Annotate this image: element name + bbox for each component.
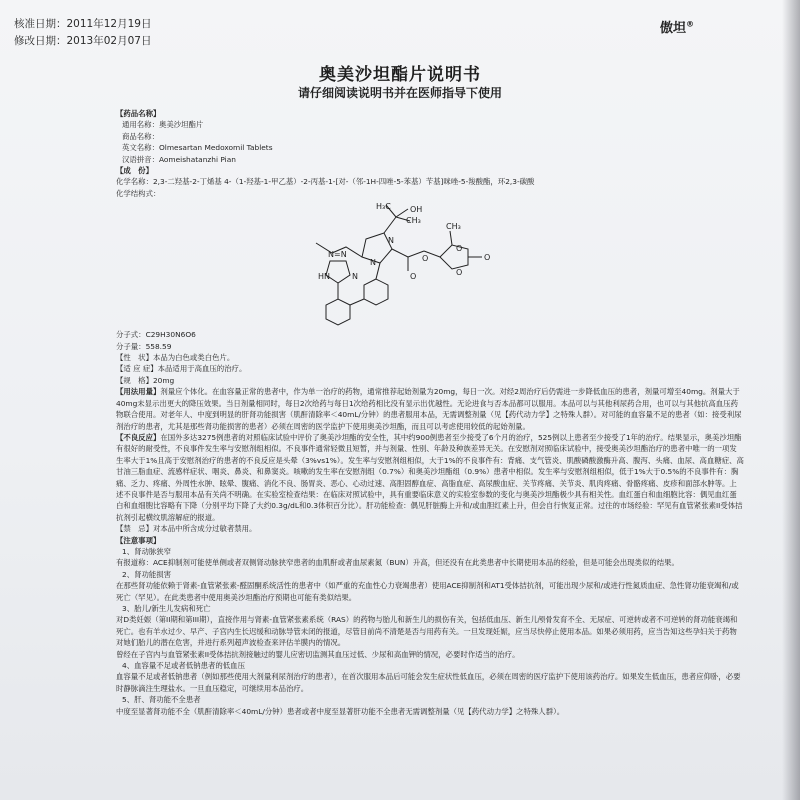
svg-text:HN: HN xyxy=(318,272,330,282)
svg-text:O: O xyxy=(410,272,417,282)
registered-mark: ® xyxy=(686,19,695,29)
dosage-head: 【用法用量】 xyxy=(116,387,161,397)
svg-text:N: N xyxy=(388,236,394,246)
section-precautions: 【注意事项】 xyxy=(116,535,161,545)
precaution-3-head: 3、胎儿/新生儿发病和死亡 xyxy=(122,604,211,613)
svg-text:N: N xyxy=(370,258,376,268)
page-title: 奥美沙坦酯片说明书 xyxy=(319,65,481,85)
dosage-text: 剂量应个体化。在血容量正常的患者中，作为单一治疗的药物，通常推荐起始剂量为20mg，每日一次。对经2周治疗后仍需进一步降低血压的患者，剂量可增至40mg。剂量大于40mg未显示出更大的降压效果。当日剂量相同时，每日2次给药与每日1次给药相比没有显示出优越性。无论进食与否本品都可以服用。本品可以与其他利尿药合用，也可以与其他抗高血压药物联合使用。对老年人、中度到明显的肝肾功能损害（肌酐清除率＜40mL/分钟）的患者服用本品，无需调整剂量（见【药代动力学】之特殊人群）。对可能的血容量不足的患者（如：接受利尿剂治疗的患者，尤其是那些肾功能损害的患者）必须在周密的医学监护下使用奥美沙坦酯，而且可以考虑使用较低的起始剂量。 xyxy=(116,387,742,431)
section-appearance: 【性 状】本品为白色或类白色片。 xyxy=(116,353,235,363)
pinyin-name: 汉语拼音：Aomeishatanzhi Pian xyxy=(122,154,236,164)
svg-text:O: O xyxy=(456,244,463,254)
adverse-text: 在国外多达3275例患者的对照临床试验中评价了奥美沙坦酯的安全性，其中约900例患者至少接受了6个月的治疗，525例以上患者至少接受了1年的治疗。结果显示，奥美沙坦酯有很好的耐受性，不良事件发生率与安慰剂组相似。不良事件通常轻微且短暂，并与剂量、性别、年龄及种族差异无关。在安慰剂对照临床试验中，接受奥美沙坦酯治疗的患者中唯一的一项发生率大于1%且高于安慰剂治疗的患者的不良反应是头晕（3%vs1%）。发生率与安慰剂组相似，大于1%的不良事件有：背痛、支气管炎、肌酸磷酸激酶升高、腹泻、头痛、血尿、高血糖症、高甘油三脂血症、流感样症状、咽炎、鼻炎、和鼻窦炎。咳嗽的发生率在安慰剂组（0.7%）和奥美沙坦酯组（0.9%）患者中相似。发生率与安慰剂组相似，低于1%大于0.5%的不良事件有：胸痛、乏力、疼痛、外周性水肿、眩晕、腹痛、消化不良、肠胃炎、恶心、心动过速、高胆固醇血症、高脂血症、高尿酸血症、关节疼痛、关节炎、肌肉疼痛、骨骼疼痛、皮疹和面部水肿等。上述不良事件是否与服用本品有关尚不明确。在实验室检查结果：在临床对照试验中，具有重要临床意义的实验室参数的变化与奥美沙坦酯极少具有相关性。血红蛋白和血细胞比容：偶见血红蛋白和血细胞比容略有下降（分别平均下降了大约0.3g/dL和0.3体积百分比）。肝功能检查：偶见肝脏酶上升和/或血胆红素上升，但会自行恢复正常。过往的市场经验：罕见有血管紧张素II受体拮抗剂引起横纹肌溶解症的报道。 xyxy=(116,432,744,522)
section-drug-name: 【药品名称】 xyxy=(116,109,161,118)
precaution-4-head: 4、血容量不足或者低钠患者的低血压 xyxy=(122,661,245,671)
precaution-5-text: 中度至显著肾功能不全（肌酐清除率＜40mL/分钟）患者或者中度至显著肝功能不全患者无需调整剂量（见【药代动力学】之特殊人群）。 xyxy=(116,706,565,716)
svg-text:H₃C: H₃C xyxy=(376,202,391,212)
brand-name: 傲坦 xyxy=(660,21,687,36)
svg-text:CH₃: CH₃ xyxy=(406,216,421,226)
precaution-1-head: 1、肾动脉狭窄 xyxy=(122,546,172,556)
revision-date: 修改日期：2013年02月07日 xyxy=(14,35,152,47)
leaflet-body xyxy=(116,108,744,717)
svg-text:O: O xyxy=(484,253,491,263)
english-name: 英文名称：Olmesartan Medoxomil Tablets xyxy=(122,143,273,153)
structure-diagram xyxy=(246,199,506,329)
section-spec: 【规 格】20mg xyxy=(116,375,175,385)
chemical-name: 化学名称：2,3-二羟基-2-丁烯基 4-（1-羟基-1-甲乙基）-2-丙基-1-[对-（邻-1H-四唑-5-苯基）苄基]咪唑-5-羧酸酯，环2,3-碳酸 xyxy=(116,177,535,187)
precaution-4-text: 血容量不足或者低钠患者（例如那些使用大剂量利尿剂治疗的患者），在首次服用本品后可能会发生症状性低血压，必须在周密的医疗监护下使用该药治疗。如果发生低血压，患者应仰卧，必要时静脉滴注生理盐水。一旦血压稳定，可继续用本品治疗。 xyxy=(116,672,741,693)
precaution-2-text: 在那些肾功能依赖于肾素-血管紧张素-醛固酮系统活性的患者中（如严重的充血性心力衰竭患者）使用ACE抑制剂和AT1受体拮抗剂，可能出现少尿和/或进行性氮质血症、急性肾功能衰竭和/或死亡（罕见）。在此类患者中使用奥美沙坦酯治疗预期也可能有类似结果。 xyxy=(116,581,739,602)
page-subtitle: 请仔细阅读说明书并在医师指导下使用 xyxy=(297,86,502,100)
section-adverse xyxy=(116,432,744,523)
molecular-formula: 分子式：C29H30N6O6 xyxy=(116,330,196,340)
section-contraindication: 【禁 忌】对本品中所含成分过敏者禁用。 xyxy=(116,524,257,534)
molecular-weight: 分子量：558.59 xyxy=(116,341,172,351)
svg-text:CH₃: CH₃ xyxy=(446,222,461,232)
page-edge-shadow xyxy=(782,0,800,800)
precaution-3-text: 对D类妊娠（第II期和第III期），直接作用与肾素-血管紧张素系统（RAS）的药物与胎儿和新生儿的损伤有关，包括低血压、新生儿颅骨发育不全、无尿症、可逆转或者不可逆转的肾功能衰竭和死亡。也有羊水过少、早产、子宫内生长迟缓和动脉导管未闭的报道，尽管目前尚不清楚是否与用药有关。一旦发现妊娠，应当尽快停止使用本品。如果必须用药，应当告知这些孕妇关于药物对她们胎儿的潜在危害，并进行系列超声波检查来评估羊膜内的情况。 xyxy=(116,615,738,648)
brand-logo xyxy=(660,17,694,36)
svg-text:OH: OH xyxy=(410,205,423,215)
section-indication: 【适 应 症】本品适用于高血压的治疗。 xyxy=(116,364,247,374)
precaution-2-head: 2、肾功能损害 xyxy=(122,569,172,579)
trade-name: 商品名称： xyxy=(122,131,159,141)
svg-text:O: O xyxy=(456,268,463,278)
precaution-3-text2: 曾经在子宫内与血管紧张素II受体拮抗剂接触过的婴儿应密切监测其血压过低、少尿和高血钾的情况，必要时作适当的治疗。 xyxy=(116,649,520,659)
approval-date: 核准日期：2011年12月19日 xyxy=(14,18,152,30)
chemical-structure-label: 化学结构式： xyxy=(116,188,161,198)
generic-name: 通用名称：奥美沙坦酯片 xyxy=(122,120,204,130)
adverse-head: 【不良反应】 xyxy=(116,432,161,442)
precaution-1-text: 有报道称：ACE抑制剂可能使单侧或者双侧肾动脉狭窄患者的血肌酐或者血尿素氮（BUN）升高，但还没有在此类患者中长期使用本品的经验，但是可能会出现类似的结果。 xyxy=(116,558,679,568)
meta-dates xyxy=(14,16,151,50)
svg-text:O: O xyxy=(422,254,429,264)
section-composition: 【成 份】 xyxy=(116,166,153,176)
svg-text:N=N: N=N xyxy=(328,250,347,260)
svg-text:N: N xyxy=(352,272,358,282)
chemical-structure xyxy=(116,199,744,329)
section-dosage xyxy=(116,386,744,432)
precaution-5-head: 5、肝、肾功能不全患者 xyxy=(122,695,201,705)
